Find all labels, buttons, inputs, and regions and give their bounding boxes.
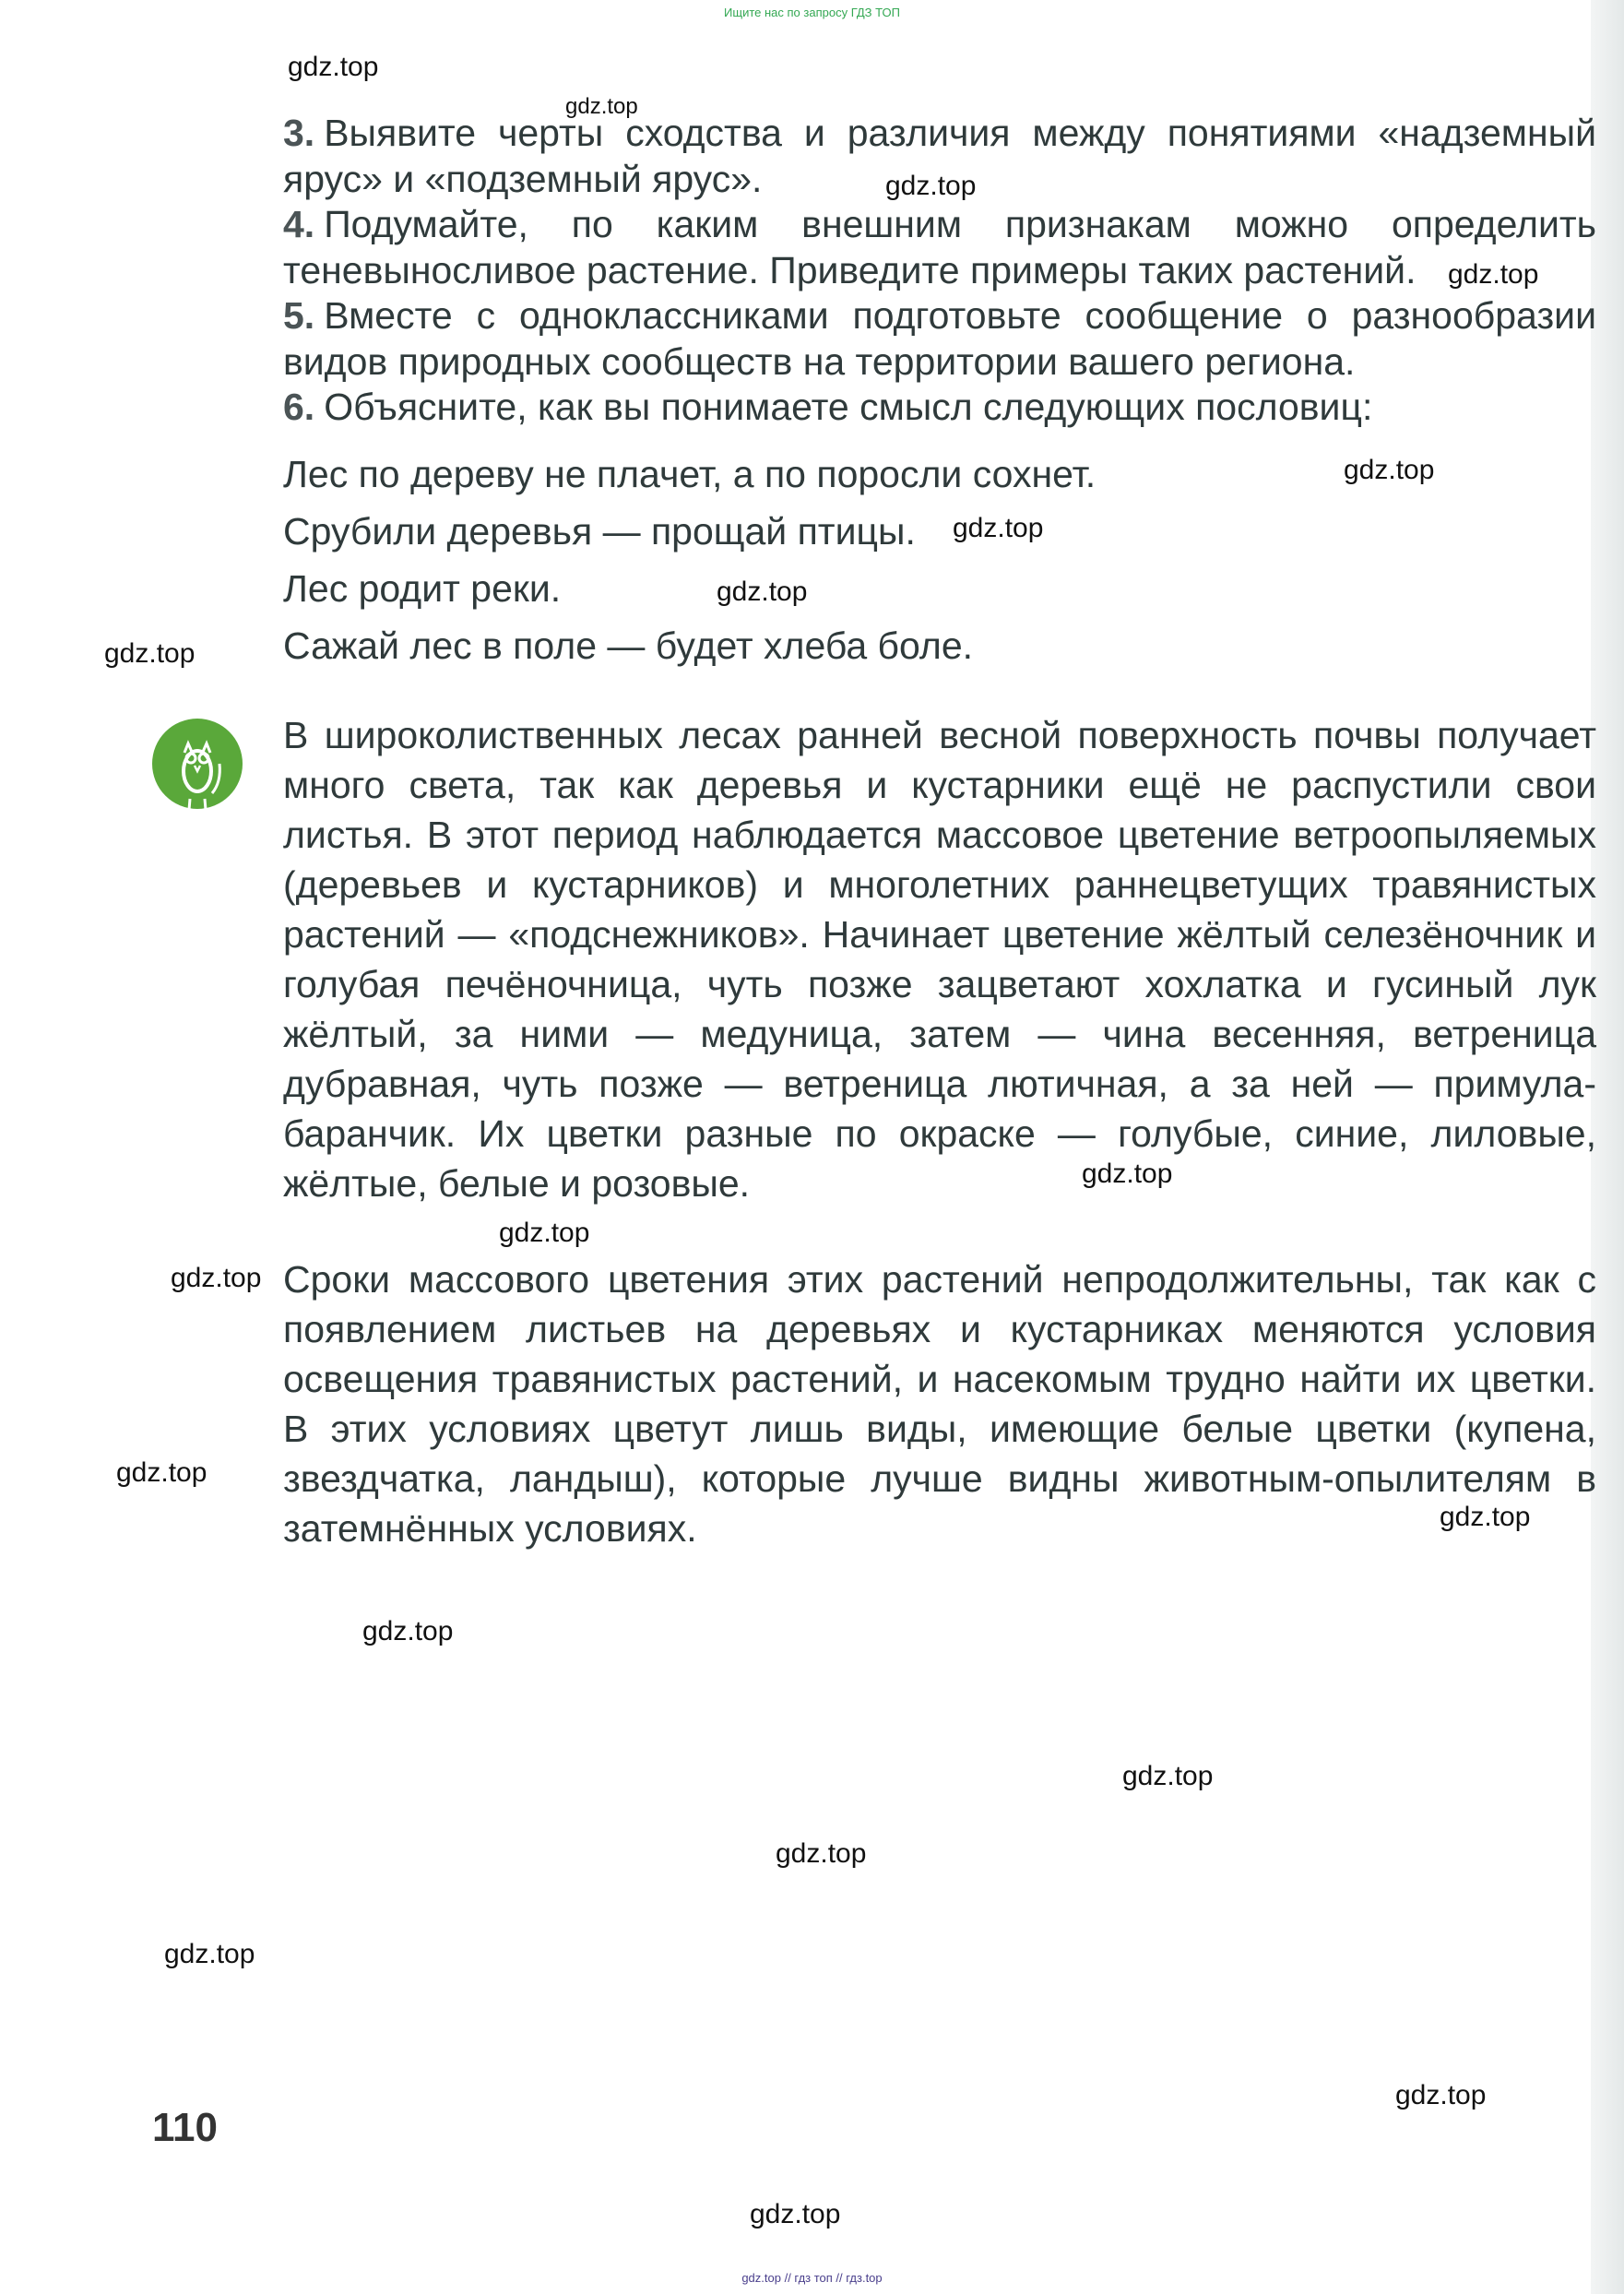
task-number: 4. [283,203,315,245]
watermark: gdz.top [104,638,196,669]
watermark: gdz.top [885,171,977,201]
task-text: Вместе с одноклассниками подготовьте сообщение о разнообразии видов природных сообществ на территории вашего региона. [283,294,1596,383]
task-text: Выявите черты сходства и различия между понятиями «надземный ярус» и «подземный ярус». [283,112,1596,200]
watermark: gdz.top [953,513,1044,543]
bottom-banner: gdz.top // гдз топ // гдз.top [741,2271,883,2285]
task-number: 3. [283,112,315,154]
task-text: Подумайте, по каким внешним признакам можно определить теневыносливое растение. Приведите примеры таких растений. [283,203,1596,291]
info-paragraph: В широколиственных лесах ранней весной поверхность почвы получает много света, так как деревья и кустарники ещё не распустили свои листья. В этот период наблюдается массовое цветение ветроопыляемых (деревьев и кустарников) и многолетних раннецветущих травянистых растений — «подснежников». Начинает цветение жёлтый селезёночник и голубая печёночница, чуть позже зацветают хохлатка и гусиный лук жёлтый, за ними — медуница, затем — чина весенняя, ветреница дубравная, чуть позже — ветреница лютичная, а за ней — примула-баранчик. Их цветки разные по окраске — голубые, синие, лиловые, жёлтые, белые и розовые. [283,714,1596,1205]
watermark: gdz.top [1082,1159,1173,1189]
top-banner: Ищите нас по запросу ГДЗ ТОП [724,6,900,19]
task-number: 6. [283,386,315,428]
watermark: gdz.top [565,94,638,119]
watermark: gdz.top [750,2199,841,2229]
proverb: Срубили деревья — прощай птицы. [283,510,916,553]
task-list [283,111,1596,431]
watermark: gdz.top [776,1838,867,1869]
watermark: gdz.top [288,52,379,82]
page-number: 110 [152,2105,218,2150]
watermark: gdz.top [1395,2080,1487,2110]
proverb: Сажай лес в поле — будет хлеба боле. [283,624,974,667]
proverb: Лес родит реки. [283,567,562,610]
watermark: gdz.top [1448,259,1539,290]
watermark: gdz.top [1344,455,1435,485]
info-paragraph: Сроки массового цветения этих растений непродолжительны, так как с появлением листьев на деревьях и кустарниках меняются условия освещения травянистых растений, и насекомым трудно найти их цветки. В этих условиях цветут лишь виды, имеющие белые цветки (купена, звездчатка, ландыш), которые лучше видны животным-опылителям в затемнённых условиях. [283,1258,1596,1550]
watermark: gdz.top [1122,1761,1214,1791]
watermark: gdz.top [717,576,808,607]
task-item [283,385,1596,431]
watermark: gdz.top [171,1263,262,1293]
watermark: gdz.top [116,1457,207,1488]
task-text: Объясните, как вы понимаете смысл следующих пословиц: [324,386,1373,428]
owl-icon [151,718,243,825]
watermark: gdz.top [362,1616,454,1646]
task-number: 5. [283,294,315,337]
task-item [283,202,1596,293]
task-item [283,293,1596,385]
proverb-list [283,446,1482,674]
proverb: Лес по дереву не плачет, а по поросли сохнет. [283,453,1096,495]
watermark: gdz.top [1440,1502,1531,1532]
watermark: gdz.top [499,1218,590,1248]
watermark: gdz.top [164,1939,255,1969]
